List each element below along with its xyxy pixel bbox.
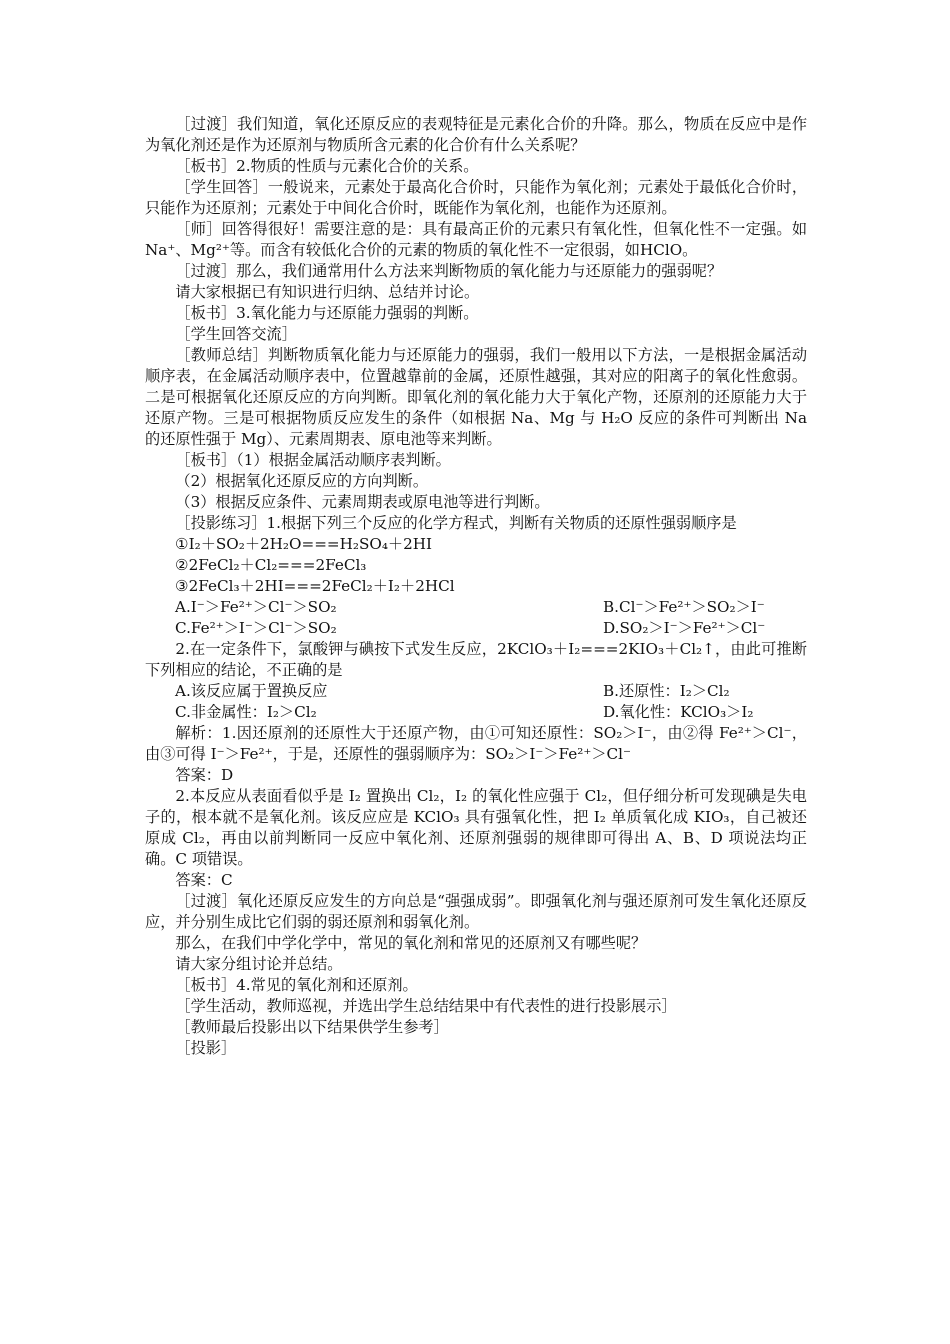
q2-option-c: C.非金属性：I₂＞Cl₂ — [175, 703, 317, 721]
paragraph-teacher-projection: ［教师最后投影出以下结果供学生参考］ — [175, 1018, 449, 1036]
paragraph-exercise-1: ［投影练习］1.根据下列三个反应的化学方程式，判断有关物质的还原性强弱顺序是 — [175, 514, 737, 532]
paragraph-teacher-summary: ［教师总结］判断物质氧化能力与还原能力的强弱，我们一般用以下方法，一是根据金属活动顺序表，在金属活动顺序表中，位置越靠前的金属，还原性越强，其对应的阳离子的氧化性愈弱。二是可根据氧化还原反应的方向判断。即氧化剂的氧化能力大于氧化产物，还原剂的还原能力大于还原产物。三是可根据物质反应发生的条件（如根据 Na、Mg 与 H₂O 反应的条件可判断出 Na 的还原性强于 Mg）、元素周期表、原电池等来判断。 — [145, 346, 807, 448]
q2-options-row-1 — [145, 681, 807, 702]
q2-option-a: A.该反应属于置换反应 — [175, 682, 328, 700]
paragraph-student-answer: ［学生回答］一般说来，元素处于最高化合价时，只能作为氧化剂；元素处于最低化合价时，只能作为还原剂；元素处于中间化合价时，既能作为氧化剂，也能作为还原剂。 — [145, 178, 807, 217]
paragraph-discussion-prompt: 请大家根据已有知识进行归纳、总结并讨论。 — [175, 283, 480, 301]
q2-option-b: B.还原性：I₂＞Cl₂ — [603, 682, 730, 700]
equation-1: ①I₂＋SO₂＋2H₂O===H₂SO₄＋2HI — [175, 535, 433, 553]
q2-options-row-2 — [145, 702, 807, 723]
answer-2: 答案：C — [175, 871, 233, 889]
q1-option-a: A.I⁻＞Fe²⁺＞Cl⁻＞SO₂ — [175, 598, 337, 616]
paragraph-projection: ［投影］ — [175, 1039, 237, 1057]
document-body — [145, 114, 807, 1059]
analysis-2: 2.本反应从表面看似乎是 I₂ 置换出 Cl₂，I₂ 的氧化性应强于 Cl₂，但仔细分析可发现碘是失电子的，根本就不是氧化剂。该反应应是 KClO₃ 具有强氧化性，把 I₂ 单质氧化成 KIO₃，自己被还原成 Cl₂，再由以前判断同一反应中氧化剂、还原剂强弱的规律即可得出 A、B、D 项说法均正确。C 项错误。 — [145, 787, 807, 868]
q1-option-c: C.Fe²⁺＞I⁻＞Cl⁻＞SO₂ — [175, 619, 337, 637]
equation-2: ②2FeCl₂＋Cl₂===2FeCl₃ — [175, 556, 367, 574]
paragraph-transition-2: ［过渡］那么，我们通常用什么方法来判断物质的氧化能力与还原能力的强弱呢？ — [175, 262, 723, 280]
analysis-1: 解析：1.因还原剂的还原性大于还原产物，由①可知还原性：SO₂＞I⁻，由②得 Fe²⁺＞Cl⁻，由③可得 I⁻＞Fe²⁺，于是，还原性的强弱顺序为：SO₂＞I⁻＞Fe²⁺＞Cl⁻ — [145, 724, 807, 763]
q1-option-d: D.SO₂＞I⁻＞Fe²⁺＞Cl⁻ — [603, 619, 766, 637]
paragraph-question-common-agents: 那么，在我们中学化学中，常见的氧化剂和常见的还原剂又有哪些呢？ — [175, 934, 647, 952]
paragraph-board-method-3: （3）根据反应条件、元素周期表或原电池等进行判断。 — [175, 493, 550, 511]
paragraph-teacher-comment: ［师］回答得很好！需要注意的是：具有最高正价的元素只有氧化性，但氧化性不一定强。如 Na⁺、Mg²⁺等。而含有较低化合价的元素的物质的氧化性不一定很弱，如HClO。 — [145, 220, 807, 259]
q2-option-d: D.氧化性：KClO₃＞I₂ — [603, 703, 754, 721]
paragraph-board-4: ［板书］4.常见的氧化剂和还原剂。 — [175, 976, 418, 994]
q1-options-row-2 — [145, 618, 807, 639]
paragraph-board-method-1: ［板书］（1）根据金属活动顺序表判断。 — [175, 451, 451, 469]
paragraph-board-2: ［板书］2.物质的性质与元素化合价的关系。 — [175, 157, 479, 175]
paragraph-board-3: ［板书］3.氧化能力与还原能力强弱的判断。 — [175, 304, 479, 322]
q1-option-b: B.Cl⁻＞Fe²⁺＞SO₂＞I⁻ — [603, 598, 765, 616]
paragraph-student-activity: ［学生活动，教师巡视，并选出学生总结结果中有代表性的进行投影展示］ — [175, 997, 677, 1015]
question-2-stem: 2.在一定条件下，氯酸钾与碘按下式发生反应，2KClO₃＋I₂===2KIO₃＋Cl₂↑，由此可推断下列相应的结论，不正确的是 — [145, 640, 807, 679]
paragraph-group-discussion: 请大家分组讨论并总结。 — [175, 955, 343, 973]
q1-options-row-1 — [145, 597, 807, 618]
paragraph-transition-3: ［过渡］氧化还原反应发生的方向总是“强强成弱”。即强氧化剂与强还原剂可发生氧化还原反应，并分别生成比它们弱的弱还原剂和弱氧化剂。 — [145, 892, 807, 931]
answer-1: 答案：D — [175, 766, 234, 784]
equation-3: ③2FeCl₃＋2HI===2FeCl₂＋I₂＋2HCl — [175, 577, 455, 595]
paragraph-board-method-2: （2）根据氧化还原反应的方向判断。 — [175, 472, 429, 490]
paragraph-transition-1: ［过渡］我们知道，氧化还原反应的表观特征是元素化合价的升降。那么，物质在反应中是作为氧化剂还是作为还原剂与物质所含元素的化合价有什么关系呢？ — [145, 115, 807, 154]
paragraph-student-exchange: ［学生回答交流］ — [175, 325, 297, 343]
